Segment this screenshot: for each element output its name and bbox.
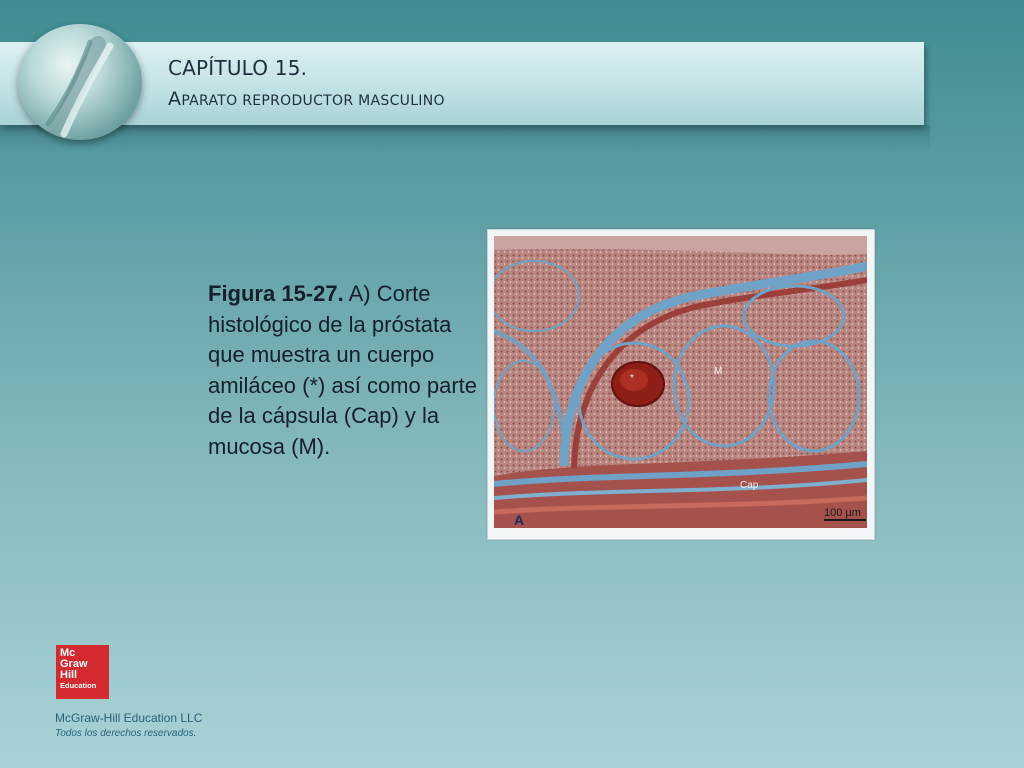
scale-bar xyxy=(824,507,861,519)
label-capsule: Cap xyxy=(740,480,759,491)
figure-number: Figura 15-27. xyxy=(208,281,344,306)
mcgraw-hill-logo xyxy=(56,645,109,699)
scale-line xyxy=(824,519,866,521)
caption-text: A) Corte histológico de la próstata que muestra un cuerpo amiláceo (*) así como parte de la cápsula (Cap) y la mucosa (M). xyxy=(208,281,477,459)
subtitle-initial: A xyxy=(168,88,182,110)
logo-line-education: Education xyxy=(60,681,97,690)
chapter-title: CAPÍTULO 15. xyxy=(168,56,308,80)
footer-company: McGraw-Hill Education LLC xyxy=(55,711,203,725)
chapter-subtitle xyxy=(168,88,445,110)
histology-micrograph xyxy=(494,236,867,528)
scale-label: 100 µm xyxy=(824,507,861,519)
label-asterisk: * xyxy=(630,373,634,384)
logo-line-graw: Graw xyxy=(60,658,88,670)
chromosome-orb-icon xyxy=(18,24,142,140)
logo-line-mc: Mc xyxy=(60,647,76,659)
label-mucosa: M xyxy=(714,366,723,377)
panel-letter: A xyxy=(514,512,525,528)
subtitle-rest: PARATO REPRODUCTOR MASCULINO xyxy=(181,93,445,109)
logo-line-hill: Hill xyxy=(60,669,78,681)
figure-caption xyxy=(208,279,478,463)
footer-rights: Todos los derechos reservados. xyxy=(55,728,197,739)
